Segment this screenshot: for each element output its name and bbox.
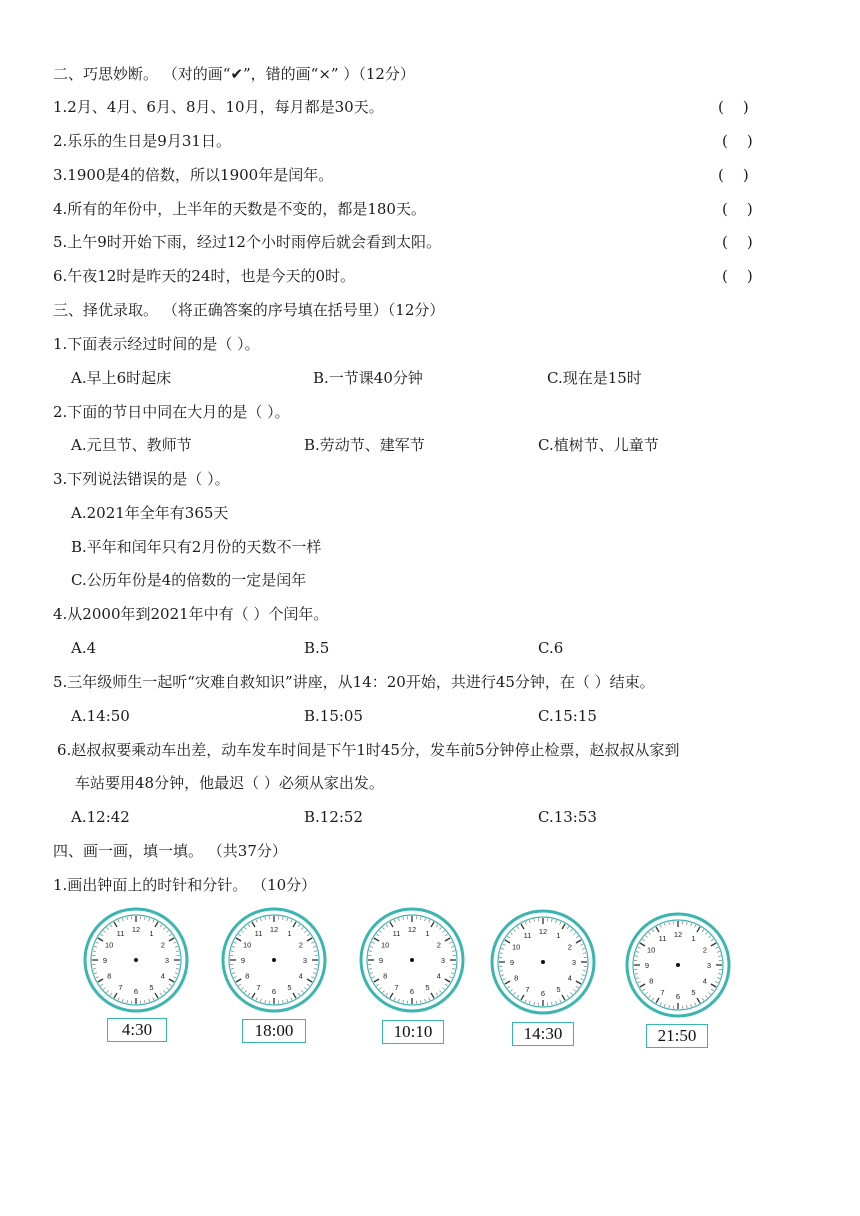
clock-number: 6 — [540, 989, 546, 998]
clock-number: 3 — [706, 961, 712, 970]
q6-option-c: C.13:53 — [538, 808, 597, 826]
answer-blank-1[interactable]: ( ) — [718, 98, 749, 116]
q6-option-a: A.12:42 — [71, 808, 130, 826]
clock-number: 2 — [436, 940, 441, 950]
clock-number: 5 — [556, 984, 561, 994]
clock-number: 12 — [673, 930, 683, 939]
question-6-stem-line1: 6.赵叔叔要乘动车出差，动车发车时间是下午1时45分，发车前5分钟停止检票，赵叔叔从家到 — [57, 741, 680, 759]
clock-number: 3 — [571, 958, 577, 967]
clock-number: 7 — [525, 984, 530, 994]
clock-number: 4 — [298, 971, 303, 981]
clock-face-3[interactable] — [358, 906, 466, 1014]
clock-number: 3 — [302, 956, 308, 965]
section4-question-1: 1.画出钟面上的时针和分针。 （10分） — [53, 876, 317, 894]
question-2-stem: 2.下面的节日中同在大月的是（ ）。 — [53, 403, 290, 421]
clock-icon — [220, 906, 328, 1014]
clock-number: 11 — [392, 929, 401, 939]
clock-number: 9 — [378, 956, 384, 965]
clock-number: 2 — [567, 942, 572, 952]
clock-number: 12 — [538, 927, 548, 936]
judge-item-3: 3.1900是4的倍数，所以1900年是闰年。 — [53, 166, 334, 184]
q1-option-a: A.早上6时起床 — [71, 369, 172, 387]
clock-number: 10 — [104, 940, 114, 950]
q2-option-a: A.元旦节、教师节 — [71, 436, 192, 454]
question-1-stem: 1.下面表示经过时间的是（ ）。 — [53, 335, 260, 353]
judge-item-5: 5.上午9时开始下雨，经过12个小时雨停后就会看到太阳。 — [53, 233, 441, 251]
clock-number: 12 — [131, 925, 141, 934]
q3-option-b: B.平年和闰年只有2月份的天数不一样 — [71, 538, 322, 556]
clock-number: 10 — [646, 945, 656, 955]
clock-number: 2 — [298, 940, 303, 950]
q6-option-b: B.12:52 — [304, 808, 364, 826]
clock-number: 7 — [394, 982, 399, 992]
clock-center-dot — [272, 958, 276, 962]
clock-number: 9 — [102, 956, 108, 965]
judge-item-2: 2.乐乐的生日是9月31日。 — [53, 132, 231, 150]
q1-option-c: C.现在是15时 — [547, 369, 642, 387]
section4-title: 四、画一画，填一填。 （共37分） — [53, 842, 287, 860]
q2-option-c: C.植树节、儿童节 — [538, 436, 659, 454]
question-4-stem: 4.从2000年到2021年中有（ ）个闰年。 — [53, 605, 329, 623]
clock-number: 6 — [133, 987, 139, 996]
clock-number: 4 — [436, 971, 441, 981]
q1-option-b: B.一节课40分钟 — [313, 369, 423, 387]
clock-number: 6 — [675, 992, 681, 1001]
clock-number: 9 — [240, 956, 246, 965]
clock-icon — [489, 908, 597, 1016]
clock-face-2[interactable] — [220, 906, 328, 1014]
clock-time-label-4: 14:30 — [512, 1022, 574, 1046]
clock-number: 10 — [380, 940, 390, 950]
clock-number: 11 — [116, 929, 125, 939]
clock-number: 1 — [425, 929, 430, 939]
clock-icon — [82, 906, 190, 1014]
clock-center-dot — [410, 958, 414, 962]
q5-option-b: B.15:05 — [304, 707, 364, 725]
question-6-stem-line2: 车站要用48分钟，他最迟（ ）必须从家出发。 — [75, 774, 384, 792]
question-3-stem: 3.下列说法错误的是（ ）。 — [53, 470, 230, 488]
section2-title: 二、巧思妙断。 （对的画“✔”，错的画“×” ）（12分） — [53, 65, 415, 83]
clock-center-dot — [541, 960, 545, 964]
clock-number: 5 — [425, 982, 430, 992]
clock-number: 2 — [702, 945, 707, 955]
clock-center-dot — [676, 963, 680, 967]
clock-number: 8 — [383, 971, 388, 981]
clock-number: 11 — [254, 929, 263, 939]
clock-face-1[interactable] — [82, 906, 190, 1014]
clock-number: 4 — [702, 976, 707, 986]
clock-number: 5 — [691, 987, 696, 997]
clock-number: 7 — [256, 982, 261, 992]
judge-item-4: 4.所有的年份中，上半年的天数是不变的，都是180天。 — [53, 200, 426, 218]
clock-number: 9 — [509, 958, 515, 967]
section3-title: 三、择优录取。 （将正确答案的序号填在括号里）（12分） — [53, 301, 445, 319]
clock-number: 6 — [271, 987, 277, 996]
clock-number: 3 — [440, 956, 446, 965]
q2-option-b: B.劳动节、建军节 — [304, 436, 425, 454]
clock-number: 1 — [691, 934, 696, 944]
q4-option-c: C.6 — [538, 639, 564, 657]
judge-item-6: 6.午夜12时是昨天的24时，也是今天的0时。 — [53, 267, 356, 285]
clock-number: 12 — [407, 925, 417, 934]
clock-number: 11 — [658, 934, 667, 944]
clock-number: 7 — [660, 987, 665, 997]
clock-number: 4 — [160, 971, 165, 981]
clock-number: 8 — [245, 971, 250, 981]
q3-option-a: A.2021年全年有365天 — [71, 504, 229, 522]
clock-number: 8 — [107, 971, 112, 981]
answer-blank-5[interactable]: ( ) — [722, 233, 753, 251]
clock-number: 5 — [287, 982, 292, 992]
judge-item-1: 1.2月、4月、6月、8月、10月，每月都是30天。 — [53, 98, 384, 116]
clock-face-4[interactable] — [489, 908, 597, 1016]
clock-number: 6 — [409, 987, 415, 996]
clock-number: 7 — [118, 982, 123, 992]
answer-blank-4[interactable]: ( ) — [722, 200, 753, 218]
clock-number: 2 — [160, 940, 165, 950]
q3-option-c: C.公历年份是4的倍数的一定是闰年 — [71, 571, 307, 589]
q5-option-a: A.14:50 — [71, 707, 130, 725]
clock-time-label-1: 4:30 — [107, 1018, 167, 1042]
clock-icon — [624, 911, 732, 1019]
clock-number: 8 — [649, 976, 654, 986]
clock-icon — [358, 906, 466, 1014]
clock-number: 5 — [149, 982, 154, 992]
clock-number: 11 — [523, 931, 532, 941]
clock-face-5[interactable] — [624, 911, 732, 1019]
question-5-stem: 5.三年级师生一起听“灾难自救知识”讲座，从14：20开始，共进行45分钟，在（ ）结束。 — [53, 673, 655, 691]
clock-number: 1 — [556, 931, 561, 941]
answer-blank-2[interactable]: ( ) — [722, 132, 753, 150]
clock-number: 8 — [514, 973, 519, 983]
q4-option-a: A.4 — [71, 639, 97, 657]
answer-blank-3[interactable]: ( ) — [718, 166, 749, 184]
clock-number: 4 — [567, 973, 572, 983]
clock-number: 1 — [149, 929, 154, 939]
clock-number: 9 — [644, 961, 650, 970]
answer-blank-6[interactable]: ( ) — [722, 267, 753, 285]
q4-option-b: B.5 — [304, 639, 330, 657]
clock-number: 3 — [164, 956, 170, 965]
clock-time-label-3: 10:10 — [382, 1020, 444, 1044]
clock-time-label-2: 18:00 — [242, 1019, 306, 1043]
q5-option-c: C.15:15 — [538, 707, 597, 725]
clock-number: 10 — [242, 940, 252, 950]
clock-center-dot — [134, 958, 138, 962]
clock-number: 1 — [287, 929, 292, 939]
clock-time-label-5: 21:50 — [646, 1024, 708, 1048]
clock-number: 12 — [269, 925, 279, 934]
clock-number: 10 — [511, 942, 521, 952]
